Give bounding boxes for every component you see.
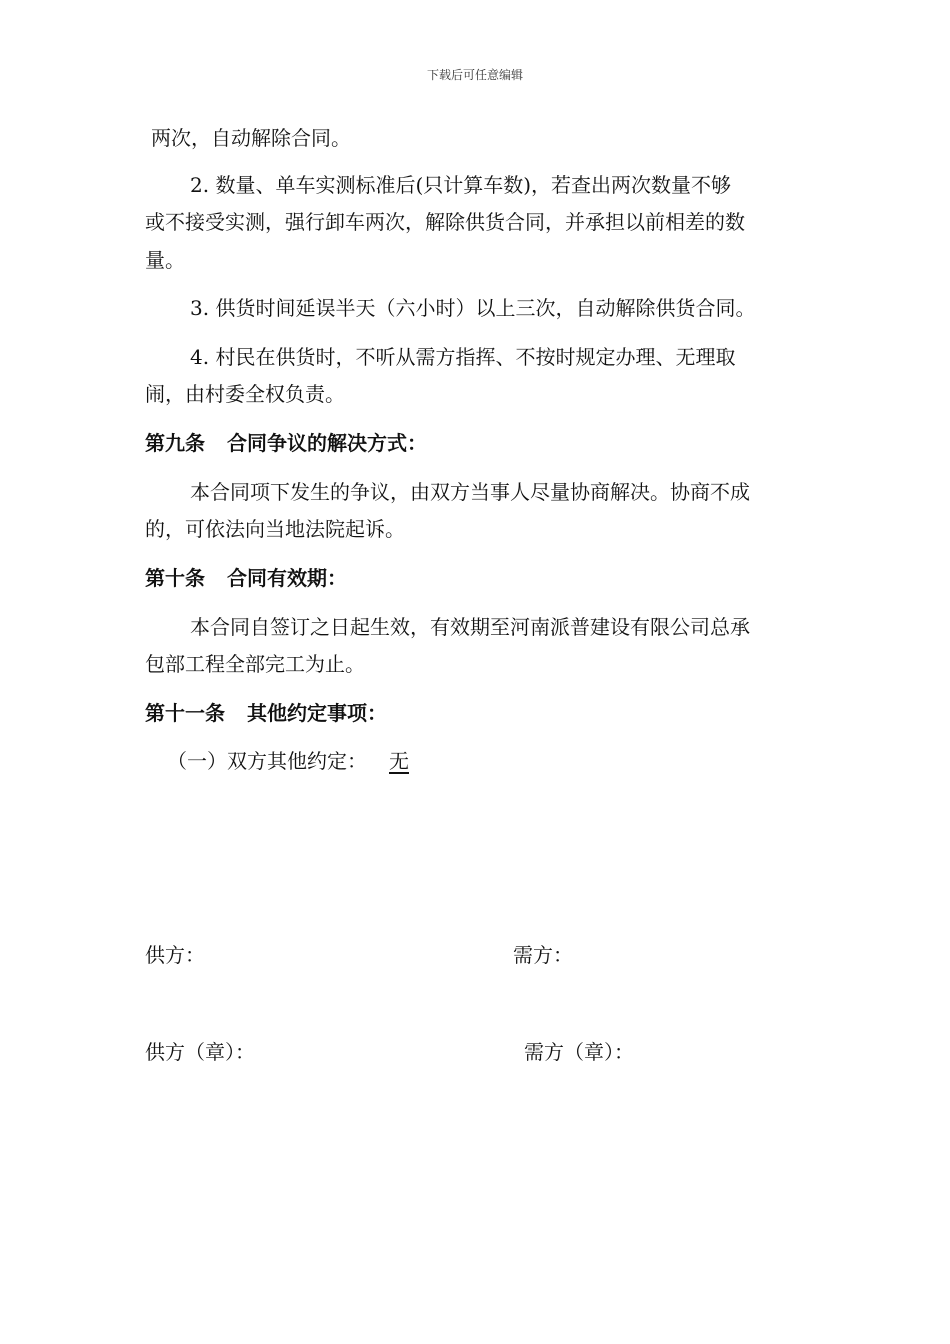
buyer-seal-label: 需方（章）： xyxy=(524,1040,634,1064)
article-10-para-line-1: 本合同自签订之日起生效，有效期至河南派普建设有限公司总承 xyxy=(190,615,750,639)
article-11-heading xyxy=(145,703,825,723)
body-line: 两次，自动解除合同。 xyxy=(151,126,351,150)
article-9-para-line-1: 本合同项下发生的争议，由双方当事人尽量协商解决。协商不成 xyxy=(190,480,750,504)
item-2-line-2: 或不接受实测，强行卸车两次，解除供货合同，并承担以前相差的数 xyxy=(145,210,745,234)
article-11-number: 第十一条 xyxy=(145,701,225,725)
item-4-line-1: 4. 村民在供货时，不听从需方指挥、不按时规定办理、无理取 xyxy=(190,345,736,369)
item-2-line-1: 2. 数量、单车实测标准后(只计算车数)，若查出两次数量不够 xyxy=(190,173,732,197)
page-header: 下载后可任意编辑 xyxy=(426,68,523,82)
article-11-item-1-value: 无 xyxy=(389,749,409,773)
item-3: 3. 供货时间延误半天（六小时）以上三次，自动解除供货合同。 xyxy=(190,296,756,320)
item-2-line-3: 量。 xyxy=(145,248,185,272)
article-11-item-1-label: （一）双方其他约定： xyxy=(167,749,367,773)
item-4-line-2: 闹，由村委全权负责。 xyxy=(145,382,345,406)
supplier-label: 供方： xyxy=(145,943,205,967)
article-9-para-line-2: 的，可依法向当地法院起诉。 xyxy=(145,517,405,541)
article-11-item-1 xyxy=(167,751,847,771)
article-10-title: 合同有效期： xyxy=(227,566,347,590)
article-9-heading xyxy=(145,433,825,453)
article-11-title: 其他约定事项： xyxy=(247,701,387,725)
article-10-para-line-2: 包部工程全部完工为止。 xyxy=(145,652,365,676)
article-9-title: 合同争议的解决方式： xyxy=(227,431,427,455)
article-10-heading xyxy=(145,568,825,588)
article-9-number: 第九条 xyxy=(145,431,205,455)
article-11-item-1-value-field xyxy=(367,749,409,773)
buyer-label: 需方： xyxy=(513,943,573,967)
supplier-seal-label: 供方（章）： xyxy=(145,1040,255,1064)
article-10-number: 第十条 xyxy=(145,566,205,590)
